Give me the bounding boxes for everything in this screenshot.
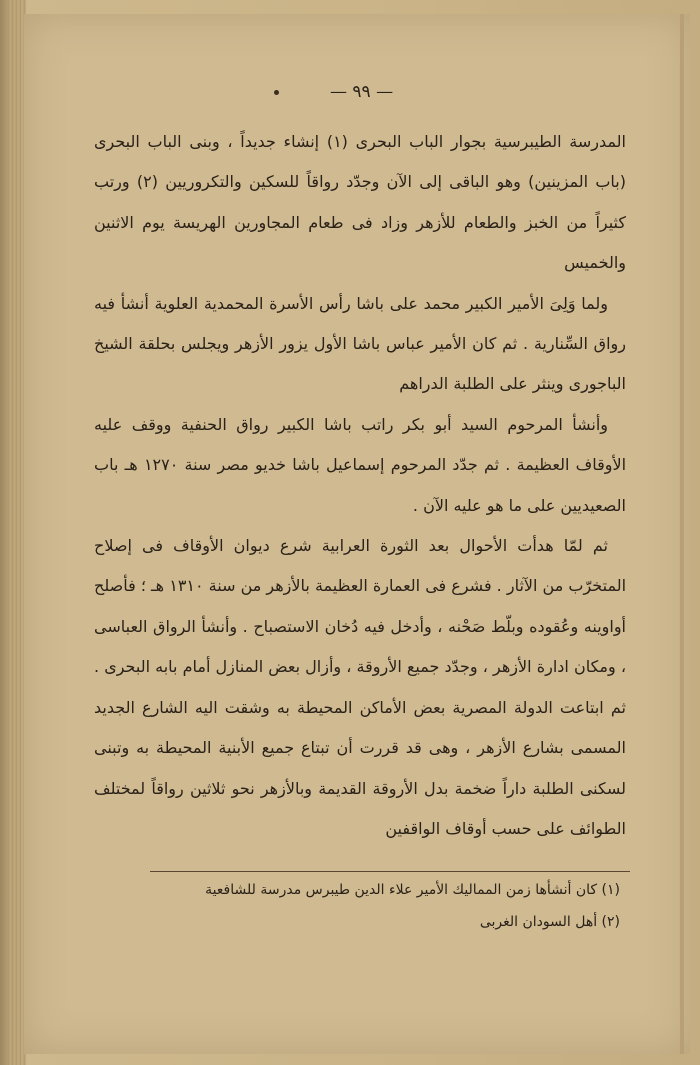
paragraph: وأنشأ المرحوم السيد أبو بكر راتب باشا الكبير رواق الحنفية ووقف عليه الأوقاف العظيمة . ثم جدّد المرحوم إسماعيل باشا خديو مصر سنة ١٢٧٠ هـ باب الصعيديين على ما هو عليه الآن .	[94, 414, 627, 515]
ink-dot-mark	[274, 90, 279, 95]
paragraph: المدرسة الطيبرسية بجوار الباب البحرى (١) إنشاء جديداً ، وبنى الباب البحرى (باب المزينين) وهو الباقى إلى الآن وجدّد رواقاً للسكين والتكروريين (٢) ورتب كثيراً من الخبز والطعام للأزهر وزاد فى طعام المجاورين الهريسة يوم الاثنين والخميس	[94, 132, 626, 273]
page-number: — ٩٩ —	[330, 82, 394, 102]
page-gutter-shadow	[680, 14, 684, 1054]
paragraph: ثم لمّا هدأت الأحوال بعد الثورة العرابية شرع ديوان الأوقاف فى إصلاح المتخرّب من الآثار . فشرع فى العمارة العظيمة بالأزهر من سنة ١٣١٠ هـ ؛ فأصلح أواوينه وعُقوده وبلّط صَحْنه ، وأدخل فيه دُخان الاستصباح . وأنشأ الرواق العباسى ، ومكان ادارة الأزهر ، وجدّد جميع الأروقة ، وأزال بعض المنازل أمام بابه البحرى . ثم ابتاعت الدولة المصرية بعض الأماكن المحيطة به وشقت اليه الشارع الجديد المسمى بشارع الأزهر ، وهى قد قررت أن تبتاع جميع الأبنية المحيطة به وتبنى لسكنى الطلبة داراً ضخمة بدل الأروقة القديمة وبالأزهر نحو ثلاثين رواقاً لمختلف الطوائف على حسب أوقاف الواقفين	[94, 536, 627, 838]
footnote: (١) كان أنشأها زمن المماليك الأمير علاء الدين طيبرس مدرسة للشافعية	[205, 882, 620, 898]
body-text	[94, 122, 626, 849]
footnote: (٢) أهل السودان الغربى	[479, 914, 620, 930]
paragraph: ولما وَلِىَ الأمير الكبير محمد على باشا رأس الأسرة المحمدية العلوية أنشأ فيه رواق السِّنارية . ثم كان الأمير عباس باشا الأول يزور الأزهر ويجلس بحلقة الشيخ الباجورى وينثر على الطلبة الدراهم	[94, 293, 626, 394]
footnotes	[150, 874, 620, 938]
footnote-divider	[150, 871, 630, 872]
